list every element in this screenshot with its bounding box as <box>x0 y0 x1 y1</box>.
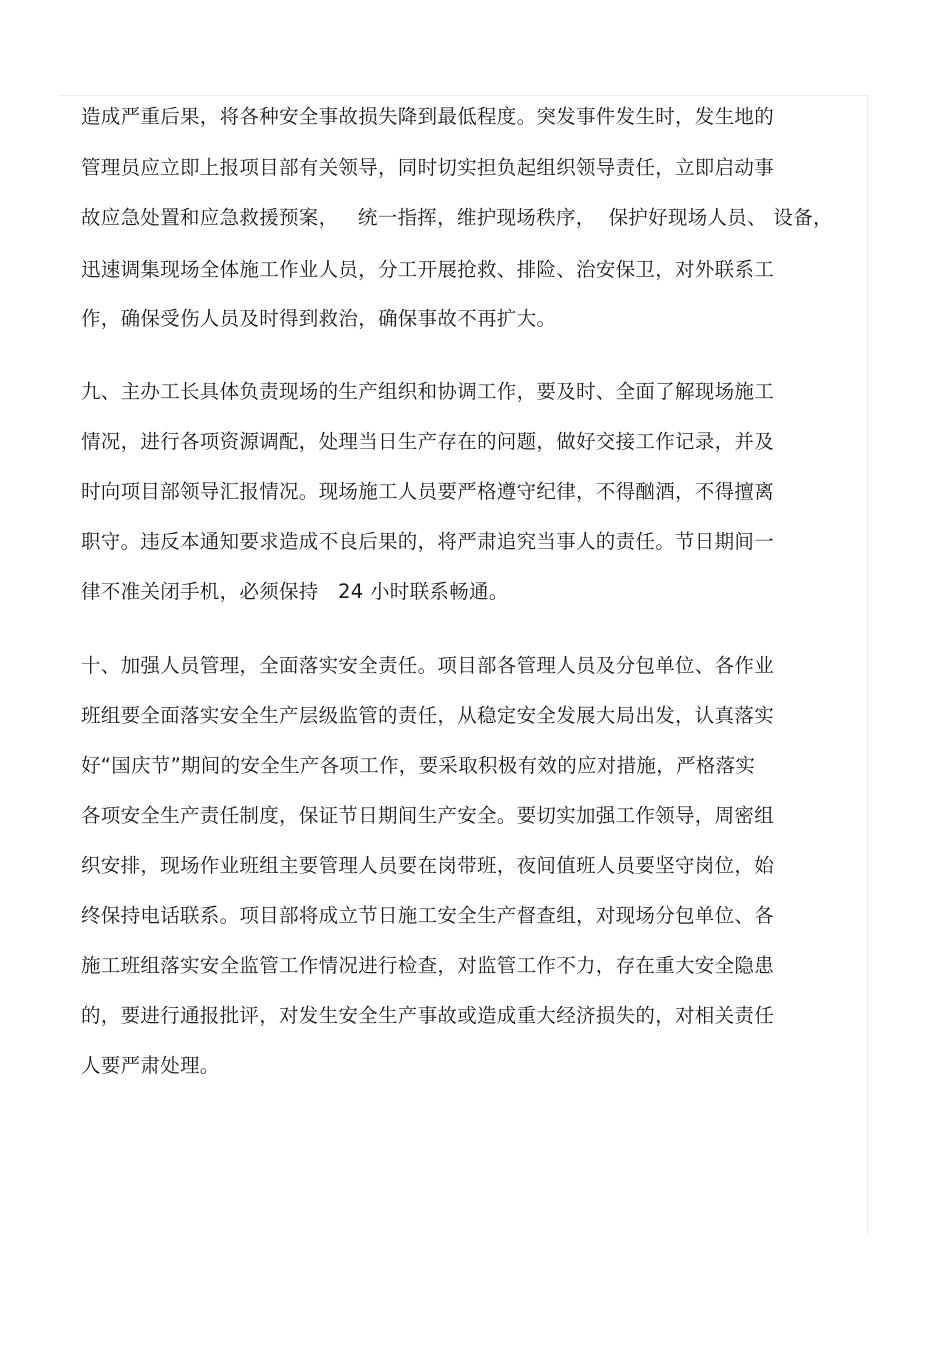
paragraph-2-line-5: 律不准关闭手机，必须保持 24 小时联系畅通。 <box>81 580 509 603</box>
paragraph-1-line-3: 故应急处置和应急救援预案， 统一指挥，维护现场秩序， 保护好现场人员、 设备， <box>81 206 833 229</box>
paragraph-3-line-5: 织安排，现场作业班组主要管理人员要在岗带班，夜间值班人员要坚守岗位，始 <box>81 854 775 877</box>
paragraph-2-line-1: 九、主办工长具体负责现场的生产组织和协调工作，要及时、全面了解现场施工 <box>81 380 775 403</box>
paragraph-3-line-3: 好“国庆节”期间的安全生产各项工作，要采取积极有效的应对措施，严格落实 <box>81 754 756 777</box>
paragraph-3-line-8: 的，要进行通报批评，对发生安全生产事故或造成重大经济损失的，对相关责任 <box>81 1004 775 1027</box>
paragraph-2-line-2: 情况，进行各项资源调配，处理当日生产存在的问题，做好交接工作记录，并及 <box>81 430 775 453</box>
paragraph-1-line-2: 管理员应立即上报项目部有关领导，同时切实担负起组织领导责任，立即启动事 <box>81 156 775 179</box>
paragraph-3-line-2: 班组要全面落实安全生产层级监管的责任，从稳定安全发展大局出发，认真落实 <box>81 704 775 727</box>
paragraph-1-line-1: 造成严重后果，将各种安全事故损失降到最低程度。突发事件发生时，发生地的 <box>81 105 775 128</box>
paragraph-3-line-7: 施工班组落实安全监管工作情况进行检查，对监管工作不力，存在重大安全隐患 <box>81 954 775 977</box>
paragraph-1-line-5: 作，确保受伤人员及时得到救治，确保事故不再扩大。 <box>81 307 557 330</box>
paragraph-3-line-1: 十、加强人员管理，全面落实安全责任。项目部各管理人员及分包单位、各作业 <box>81 654 775 677</box>
paragraph-1-line-4: 迅速调集现场全体施工作业人员，分工开展抢救、排险、治安保卫，对外联系工 <box>81 258 775 281</box>
paragraph-3-line-4: 各项安全生产责任制度，保证节日期间生产安全。要切实加强工作领导，周密组 <box>81 804 775 827</box>
paragraph-3-line-6: 终保持电话联系。项目部将成立节日施工安全生产督查组，对现场分包单位、各 <box>81 904 775 927</box>
paragraph-3-line-9: 人要严肃处理。 <box>81 1054 220 1077</box>
paragraph-2-line-4: 职守。违反本通知要求造成不良后果的，将严肃追究当事人的责任。节日期间一 <box>81 530 775 553</box>
paragraph-2-line-3: 时向项目部领导汇报情况。现场施工人员要严格遵守纪律，不得酗酒，不得擅离 <box>81 480 775 503</box>
